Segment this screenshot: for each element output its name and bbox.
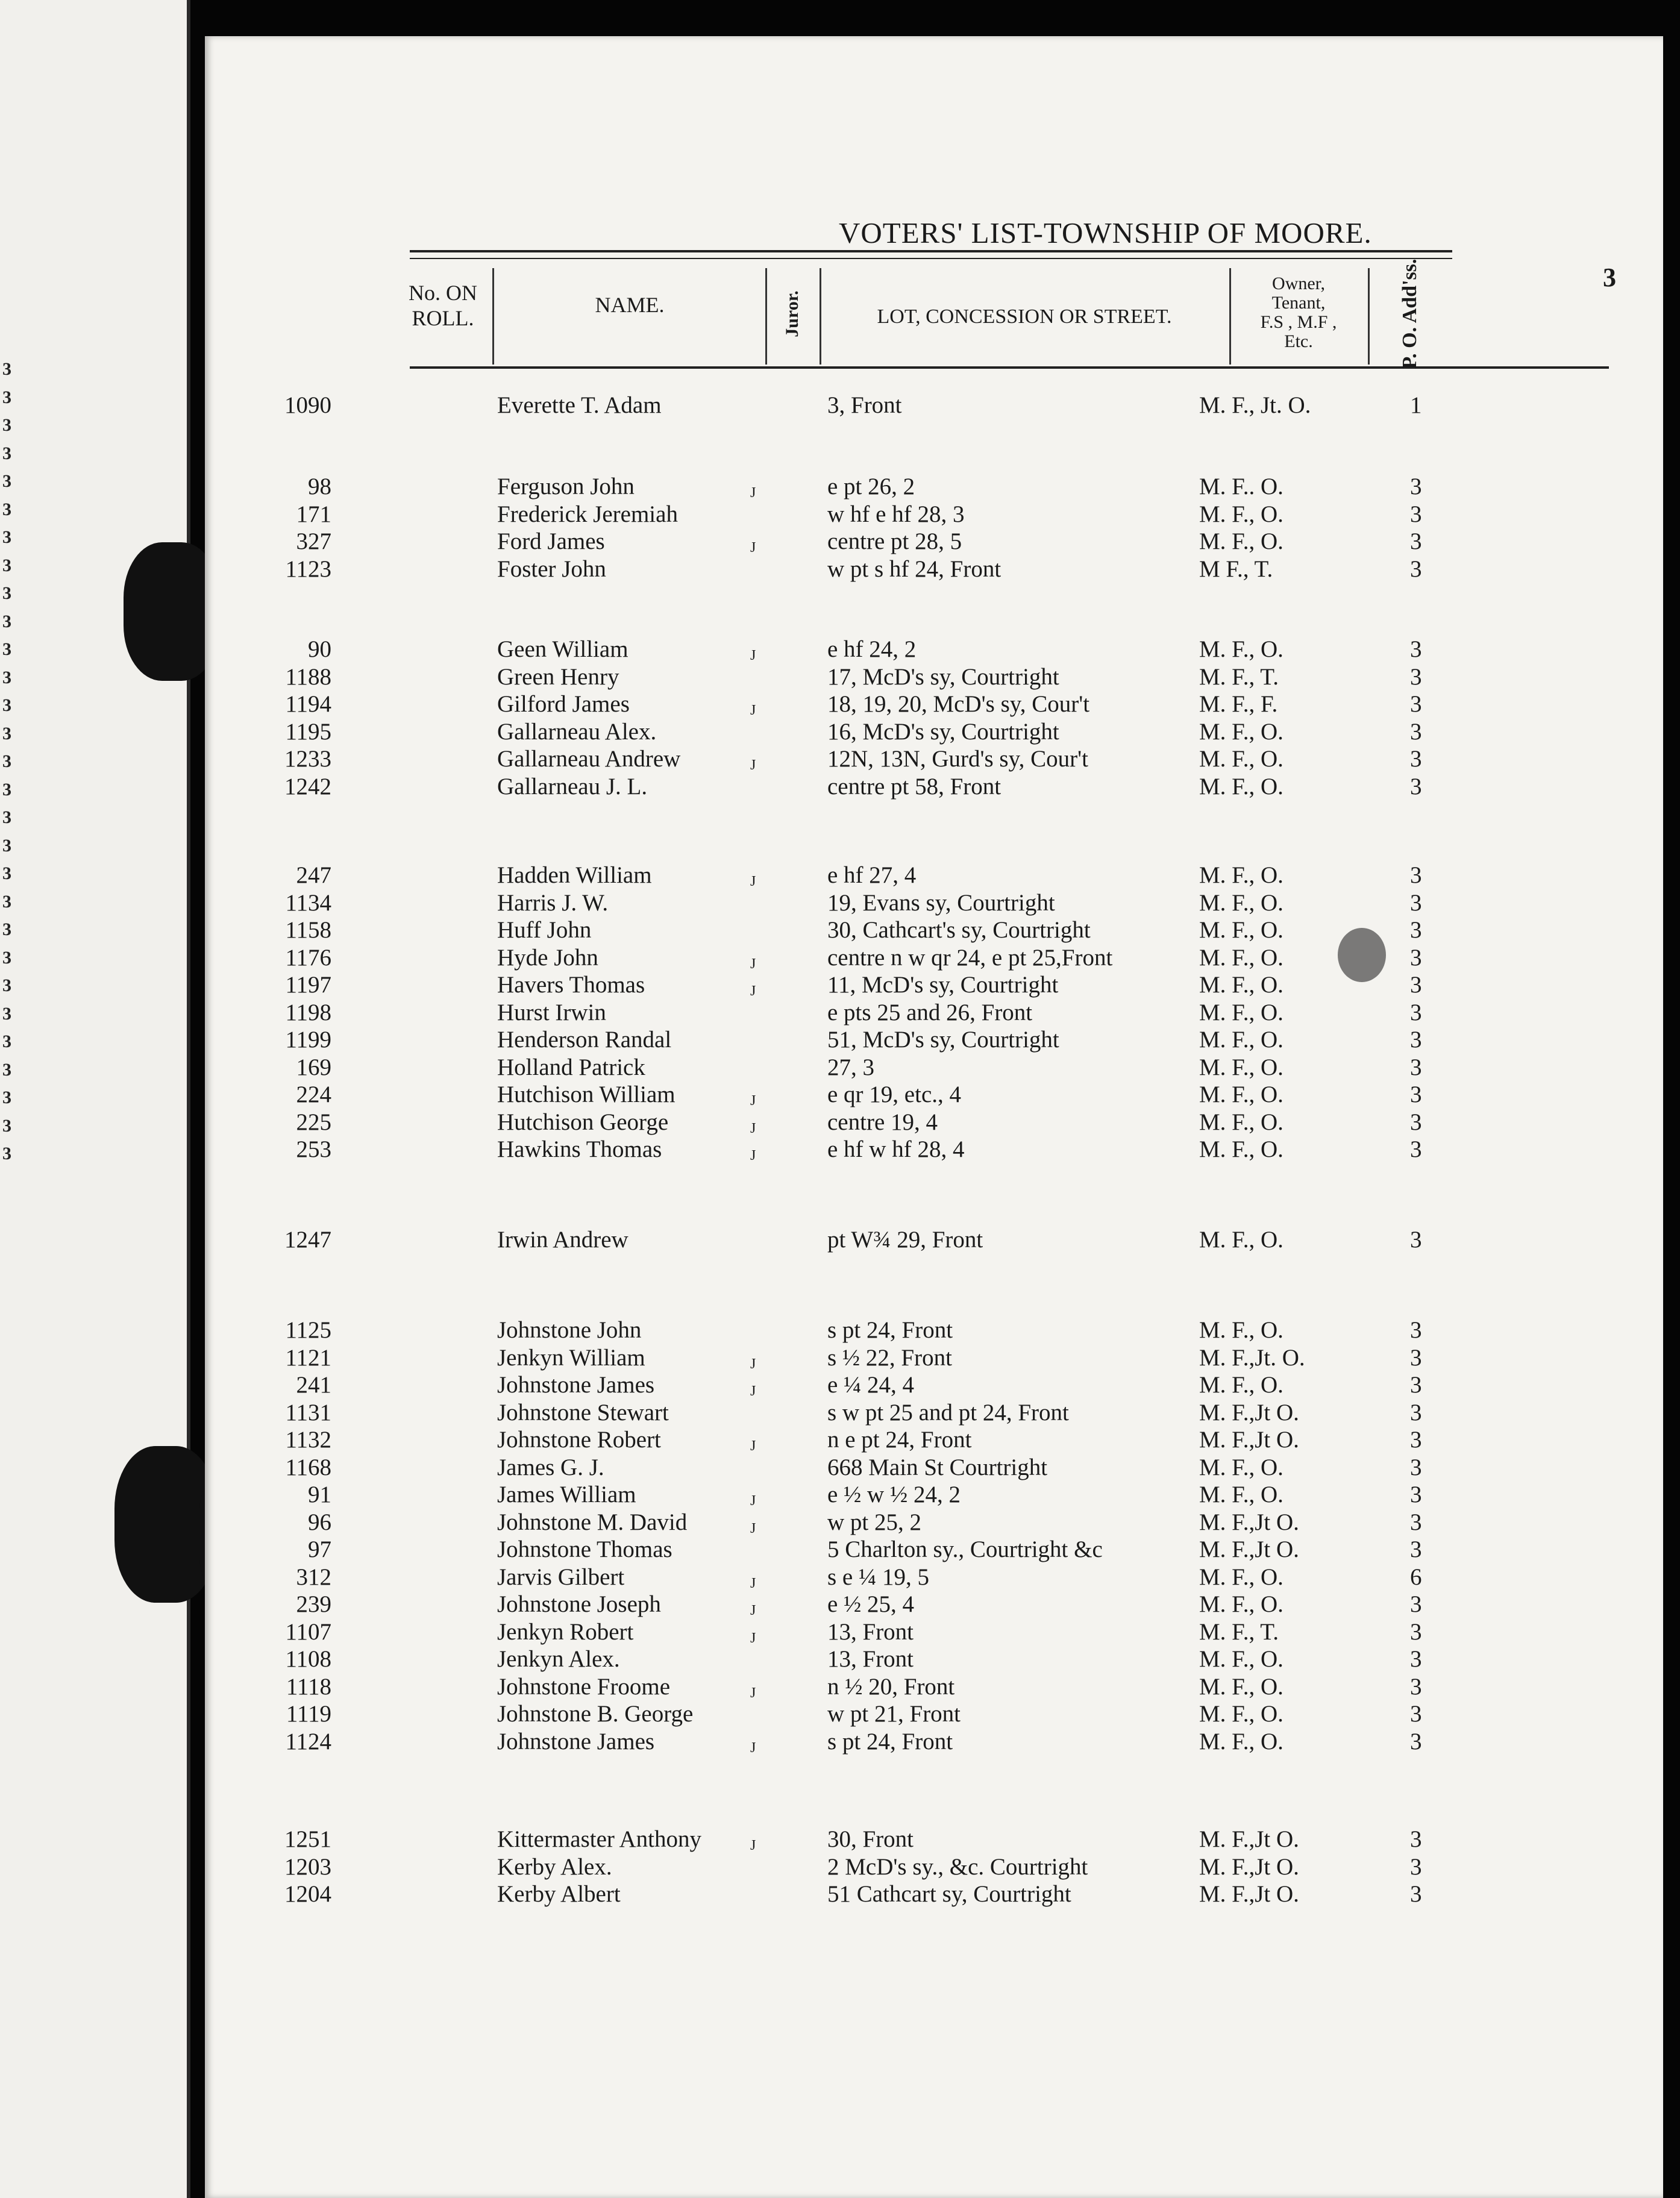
page-title: VOTERS' LIST-TOWNSHIP OF MOORE.: [839, 216, 1372, 249]
column-header-status-line4: Etc.: [1284, 331, 1313, 351]
cell-roll: 1132: [285, 1427, 331, 1453]
cell-name: Kerby Alex.: [497, 1853, 612, 1880]
cell-lot: 51 Cathcart sy, Courtright: [827, 1881, 1071, 1907]
cell-roll: 1204: [284, 1881, 331, 1907]
cell-status: M. F., O.: [1199, 1317, 1284, 1343]
cell-po: 3: [1410, 1027, 1422, 1053]
column-header-roll: [398, 280, 488, 331]
column-header-name: NAME.: [595, 293, 665, 317]
cell-roll: 1090: [284, 392, 331, 418]
cell-po: 3: [1410, 1054, 1422, 1080]
cell-juror: J: [750, 540, 756, 556]
previous-page-digit: 3: [2, 555, 11, 575]
column-header-juror: Juror.: [782, 290, 802, 337]
previous-page-digit: 3: [2, 359, 11, 379]
cell-lot: e hf 24, 2: [827, 636, 917, 662]
cell-roll: 253: [296, 1136, 331, 1162]
cell-name: Gallarneau Andrew: [497, 746, 681, 772]
column-header-po: P. O. Add'ss.: [1399, 258, 1421, 369]
cell-status: M. F.,Jt O.: [1199, 1826, 1299, 1852]
cell-status: M. F., O.: [1199, 1701, 1284, 1727]
cell-name: Ford James: [497, 528, 605, 554]
cell-name: Hutchison George: [497, 1109, 669, 1135]
cell-name: Johnstone B. George: [497, 1701, 694, 1727]
cell-status: M. F., O.: [1199, 636, 1284, 662]
cell-lot: 11, McD's sy, Courtright: [827, 972, 1059, 998]
cell-lot: s w pt 25 and pt 24, Front: [827, 1399, 1069, 1426]
cell-status: M. F., O.: [1199, 1082, 1284, 1107]
previous-page-edge: [0, 0, 190, 2198]
cell-roll: 97: [308, 1536, 331, 1562]
cell-roll: 327: [296, 528, 331, 554]
cell-po: 1: [1410, 392, 1422, 418]
cell-lot: e pts 25 and 26, Front: [827, 999, 1033, 1025]
cell-po: 3: [1410, 1399, 1422, 1426]
previous-page-digit: 3: [2, 611, 11, 631]
cell-status: M. F., O.: [1199, 528, 1284, 554]
cell-juror: J: [750, 956, 756, 972]
cell-po: 3: [1410, 1881, 1422, 1907]
cell-status: M. F., O.: [1199, 972, 1284, 998]
cell-status: M. F., O.: [1199, 718, 1284, 745]
cell-po: 3: [1410, 1454, 1422, 1480]
cell-po: 3: [1410, 1646, 1422, 1672]
cell-roll: 241: [296, 1372, 331, 1398]
cell-name: Ferguson John: [497, 474, 635, 499]
cell-lot: s ½ 22, Front: [827, 1344, 952, 1371]
cell-name: Foster John: [497, 556, 606, 582]
cell-lot: e ½ 25, 4: [827, 1591, 915, 1617]
cell-po: 3: [1410, 1618, 1422, 1645]
cell-lot: 18, 19, 20, McD's sy, Cour't: [827, 691, 1090, 717]
cell-juror: J: [750, 983, 756, 999]
cell-roll: 1121: [285, 1344, 331, 1371]
cell-name: Hutchison William: [497, 1082, 675, 1107]
cell-name: Jenkyn Alex.: [497, 1646, 620, 1672]
cell-lot: 27, 3: [827, 1054, 874, 1080]
cell-status: M. F.,Jt O.: [1199, 1399, 1299, 1426]
cell-lot: w pt 25, 2: [827, 1509, 921, 1535]
cell-po: 3: [1410, 1482, 1422, 1508]
cell-po: 3: [1410, 636, 1422, 662]
cell-po: 3: [1410, 889, 1422, 916]
cell-po: 3: [1410, 1344, 1422, 1371]
cell-po: 3: [1410, 1536, 1422, 1562]
cell-name: Jenkyn Robert: [497, 1618, 634, 1645]
cell-name: Johnstone Robert: [497, 1427, 661, 1453]
previous-page-digit: 3: [2, 695, 11, 715]
cell-po: 3: [1410, 474, 1422, 499]
previous-page-digits: [2, 355, 27, 1168]
cell-lot: pt W¾ 29, Front: [827, 1227, 983, 1253]
cell-po: 6: [1410, 1564, 1422, 1590]
previous-page-digit: 3: [2, 1059, 11, 1080]
cell-roll: 96: [308, 1509, 331, 1535]
previous-page-digit: 3: [2, 667, 11, 687]
cell-name: James G. J.: [497, 1454, 604, 1480]
cell-status: M. F., O.: [1199, 1673, 1284, 1700]
cell-name: Johnstone James: [497, 1372, 655, 1398]
cell-name: Huff John: [497, 917, 592, 943]
cell-status: M. F., O.: [1199, 1646, 1284, 1672]
cell-roll: 312: [296, 1564, 331, 1590]
cell-roll: 1233: [284, 746, 331, 772]
cell-name: Kittermaster Anthony: [497, 1826, 702, 1852]
cell-po: 3: [1410, 1427, 1422, 1453]
previous-page-digit: 3: [2, 387, 11, 407]
cell-status: M. F.,Jt O.: [1199, 1853, 1299, 1880]
cell-lot: s pt 24, Front: [827, 1317, 953, 1343]
cell-roll: 1168: [285, 1454, 331, 1480]
cell-juror: J: [750, 1438, 756, 1454]
cell-juror: J: [750, 1148, 756, 1163]
cell-status: M. F., O.: [1199, 944, 1284, 971]
cell-roll: 1199: [285, 1027, 331, 1053]
cell-name: Everette T. Adam: [497, 392, 662, 418]
cell-po: 3: [1410, 1701, 1422, 1727]
cell-roll: 1203: [284, 1853, 331, 1880]
cell-po: 3: [1410, 917, 1422, 943]
cell-lot: e ¼ 24, 4: [827, 1372, 915, 1398]
cell-lot: e hf w hf 28, 4: [827, 1136, 965, 1162]
cell-roll: 1158: [285, 917, 331, 943]
cell-juror: J: [750, 757, 756, 773]
cell-juror: J: [750, 485, 756, 501]
cell-lot: 17, McD's sy, Courtright: [827, 663, 1059, 690]
previous-page-digit: 3: [2, 1144, 11, 1163]
previous-page-digit: 3: [2, 1088, 11, 1107]
cell-lot: w pt s hf 24, Front: [827, 556, 1001, 582]
cell-name: Jarvis Gilbert: [497, 1564, 625, 1590]
column-header-status-line2: Tenant,: [1271, 293, 1326, 313]
cell-lot: 13, Front: [827, 1618, 914, 1645]
cell-lot: s pt 24, Front: [827, 1728, 953, 1755]
cell-roll: 1242: [284, 773, 331, 800]
cell-roll: 1118: [286, 1673, 331, 1700]
previous-page-digit: 3: [2, 723, 11, 744]
cell-name: Hawkins Thomas: [497, 1136, 662, 1162]
cell-po: 3: [1410, 1082, 1422, 1107]
previous-page-edge-text: [0, 229, 1, 272]
cell-roll: 1194: [285, 691, 331, 717]
cell-roll: 1198: [285, 999, 331, 1025]
previous-page-digit: 3: [2, 863, 11, 883]
cell-lot: 12N, 13N, Gurd's sy, Cour't: [827, 746, 1088, 772]
cell-name: Johnstone Stewart: [497, 1399, 669, 1426]
column-divider: [1368, 268, 1370, 365]
cell-juror: J: [750, 1520, 756, 1536]
cell-po: 3: [1410, 1853, 1422, 1880]
cell-roll: 1251: [284, 1826, 331, 1852]
cell-lot: 2 McD's sy., &c. Courtright: [827, 1853, 1088, 1880]
header-rule-top-2: [410, 258, 1452, 259]
cell-roll: 169: [296, 1054, 331, 1080]
column-header-status-line3: F.S , M.F ,: [1260, 312, 1337, 332]
cell-status: M. F., Jt. O.: [1199, 392, 1311, 418]
cell-status: M F., T.: [1199, 556, 1273, 582]
cell-lot: n e pt 24, Front: [827, 1427, 972, 1453]
cell-po: 3: [1410, 944, 1422, 971]
previous-page-digit: 3: [2, 415, 11, 435]
previous-page-digit: 3: [2, 443, 11, 463]
cell-po: 3: [1410, 972, 1422, 998]
cell-juror: J: [750, 1356, 756, 1372]
cell-po: 3: [1410, 746, 1422, 772]
cell-name: Kerby Albert: [497, 1881, 621, 1907]
previous-page-digit: 3: [2, 779, 11, 800]
cell-status: M. F.. O.: [1199, 474, 1284, 499]
cell-lot: 13, Front: [827, 1646, 914, 1672]
cell-juror: J: [750, 1838, 756, 1853]
cell-name: Gilford James: [497, 691, 630, 717]
column-header-status-line1: Owner,: [1272, 274, 1325, 293]
cell-juror: J: [750, 1093, 756, 1109]
cell-lot: n ½ 20, Front: [827, 1673, 955, 1700]
cell-status: M. F., O.: [1199, 501, 1284, 527]
cell-name: Johnstone James: [497, 1728, 655, 1755]
cell-po: 3: [1410, 691, 1422, 717]
cell-status: M. F., O.: [1199, 1454, 1284, 1480]
cell-lot: 30, Cathcart's sy, Courtright: [827, 917, 1091, 943]
page-number: 3: [1603, 263, 1616, 292]
cell-roll: 1123: [285, 556, 331, 582]
cell-status: M. F., T.: [1199, 1618, 1279, 1645]
cell-name: Geen William: [497, 636, 628, 662]
cell-status: M. F., O.: [1199, 1728, 1284, 1755]
column-header-lot: LOT, CONCESSION OR STREET.: [877, 305, 1172, 328]
cell-name: Hyde John: [497, 944, 598, 971]
previous-page-digit: 3: [2, 1032, 11, 1051]
column-header-roll-line2: ROLL.: [412, 306, 474, 330]
cell-status: M. F., O.: [1199, 1136, 1284, 1162]
document-page: [205, 36, 1663, 2198]
cell-lot: 51, McD's sy, Courtright: [827, 1027, 1059, 1053]
cell-po: 3: [1410, 528, 1422, 554]
cell-roll: 1125: [285, 1317, 331, 1343]
cell-lot: centre pt 28, 5: [827, 528, 962, 554]
cell-status: M. F., O.: [1199, 1109, 1284, 1135]
cell-roll: 171: [296, 501, 331, 527]
cell-roll: 1119: [286, 1701, 331, 1727]
cell-po: 3: [1410, 1109, 1422, 1135]
cell-roll: 1108: [285, 1646, 331, 1672]
cell-status: M. F.,Jt O.: [1199, 1536, 1299, 1562]
cell-roll: 247: [296, 862, 331, 888]
cell-po: 3: [1410, 718, 1422, 745]
cell-name: Johnstone Thomas: [497, 1536, 672, 1562]
cell-po: 3: [1410, 999, 1422, 1025]
cell-status: M. F., O.: [1199, 889, 1284, 916]
cell-po: 3: [1410, 556, 1422, 582]
cell-status: M. F., O.: [1199, 1482, 1284, 1508]
cell-lot: s e ¼ 19, 5: [827, 1564, 929, 1590]
cell-status: M. F., O.: [1199, 1564, 1284, 1590]
cell-roll: 1131: [285, 1399, 331, 1426]
column-divider: [820, 268, 821, 365]
cell-status: M. F., O.: [1199, 999, 1284, 1025]
column-header-roll-line1: No. ON: [409, 281, 477, 305]
cell-status: M. F.,Jt. O.: [1199, 1344, 1305, 1371]
cell-lot: centre n w qr 24, e pt 25,Front: [827, 944, 1113, 971]
cell-name: Hurst Irwin: [497, 999, 606, 1025]
cell-lot: w pt 21, Front: [827, 1701, 961, 1727]
cell-lot: centre 19, 4: [827, 1109, 938, 1135]
cell-po: 3: [1410, 501, 1422, 527]
previous-page-digit: 3: [2, 527, 11, 547]
previous-page-digit: 3: [2, 639, 11, 659]
cell-juror: J: [750, 1685, 756, 1701]
cell-lot: centre pt 58, Front: [827, 773, 1001, 800]
column-divider: [765, 268, 767, 365]
cell-status: M. F., O.: [1199, 1372, 1284, 1398]
cell-name: Hadden William: [497, 862, 652, 888]
previous-page-digit: 3: [2, 1115, 11, 1136]
column-header-status: [1229, 274, 1368, 351]
cell-po: 3: [1410, 1317, 1422, 1343]
cell-name: Johnstone John: [497, 1317, 642, 1343]
cell-status: M. F., O.: [1199, 862, 1284, 888]
cell-name: Irwin Andrew: [497, 1227, 628, 1253]
cell-roll: 90: [308, 636, 331, 662]
cell-juror: J: [750, 1383, 756, 1399]
previous-page-digit: 3: [2, 947, 11, 968]
cell-juror: J: [750, 874, 756, 889]
cell-juror: J: [750, 1493, 756, 1509]
cell-status: M. F., O.: [1199, 917, 1284, 943]
cell-status: M. F., O.: [1199, 1227, 1284, 1253]
cell-lot: 668 Main St Courtright: [827, 1454, 1048, 1480]
previous-page-digit: 3: [2, 499, 11, 519]
cell-juror: J: [750, 703, 756, 718]
cell-status: M. F., T.: [1199, 663, 1279, 690]
cell-name: Johnstone M. David: [497, 1509, 688, 1535]
ink-smudge: [1338, 928, 1386, 982]
cell-roll: 225: [296, 1109, 331, 1135]
cell-status: M. F., F.: [1199, 691, 1278, 717]
cell-name: James William: [497, 1482, 636, 1508]
cell-juror: J: [750, 1575, 756, 1591]
cell-lot: 5 Charlton sy., Courtright &c: [827, 1536, 1103, 1562]
cell-status: M. F., O.: [1199, 773, 1284, 800]
cell-lot: 3, Front: [827, 392, 902, 418]
cell-roll: 1124: [285, 1728, 331, 1755]
cell-name: Green Henry: [497, 663, 619, 690]
previous-page-digit: 3: [2, 471, 11, 491]
cell-po: 3: [1410, 1826, 1422, 1852]
cell-lot: e hf 27, 4: [827, 862, 917, 888]
cell-po: 3: [1410, 663, 1422, 690]
previous-page-digit: 3: [2, 835, 11, 856]
previous-page-digit: 3: [2, 583, 11, 603]
cell-juror: J: [750, 1739, 756, 1756]
cell-roll: 1197: [285, 972, 331, 998]
header-rule-bottom: [410, 366, 1609, 369]
cell-roll: 98: [308, 474, 331, 499]
cell-status: M. F., O.: [1199, 1027, 1284, 1053]
cell-name: Johnstone Joseph: [497, 1591, 661, 1617]
cell-status: M. F., O.: [1199, 1054, 1284, 1080]
cell-name: Holland Patrick: [497, 1054, 645, 1080]
cell-juror: J: [750, 1603, 756, 1618]
cell-lot: w hf e hf 28, 3: [827, 501, 965, 527]
cell-name: Harris J. W.: [497, 889, 609, 916]
cell-po: 3: [1410, 1227, 1422, 1253]
cell-lot: 16, McD's sy, Courtright: [827, 718, 1059, 745]
cell-lot: 30, Front: [827, 1826, 914, 1852]
header-rule-top: [410, 250, 1452, 252]
cell-name: Gallarneau Alex.: [497, 718, 657, 745]
cell-name: Frederick Jeremiah: [497, 501, 678, 527]
cell-po: 3: [1410, 1509, 1422, 1535]
cell-roll: 91: [308, 1482, 331, 1508]
cell-status: M. F.,Jt O.: [1199, 1881, 1299, 1907]
cell-juror: J: [750, 1630, 756, 1646]
previous-page-digit: 3: [2, 751, 11, 771]
cell-po: 3: [1410, 1673, 1422, 1700]
cell-status: M. F.,Jt O.: [1199, 1427, 1299, 1453]
cell-roll: 1107: [285, 1618, 331, 1645]
cell-roll: 239: [296, 1591, 331, 1617]
cell-lot: e ½ w ½ 24, 2: [827, 1482, 961, 1508]
previous-page-digit: 3: [2, 919, 11, 939]
cell-roll: 1247: [284, 1227, 331, 1253]
cell-name: Henderson Randal: [497, 1027, 672, 1053]
previous-page-digit: 3: [2, 807, 11, 827]
cell-po: 3: [1410, 1372, 1422, 1398]
previous-page-digit: 3: [2, 975, 11, 995]
cell-name: Jenkyn William: [497, 1344, 645, 1371]
cell-roll: 224: [296, 1082, 331, 1107]
previous-page-digit: 3: [2, 1003, 11, 1024]
cell-po: 3: [1410, 1591, 1422, 1617]
cell-name: Havers Thomas: [497, 972, 645, 998]
cell-juror: J: [750, 1120, 756, 1136]
cell-lot: e qr 19, etc., 4: [827, 1082, 962, 1107]
cell-roll: 1188: [285, 663, 331, 690]
cell-juror: J: [750, 648, 756, 663]
cell-status: M. F.,Jt O.: [1199, 1509, 1299, 1535]
cell-status: M. F., O.: [1199, 746, 1284, 772]
cell-roll: 1195: [285, 718, 331, 745]
cell-status: M. F., O.: [1199, 1591, 1284, 1617]
cell-roll: 1176: [285, 944, 331, 971]
previous-page-digit: 3: [2, 891, 11, 912]
cell-lot: e pt 26, 2: [827, 474, 915, 499]
cell-po: 3: [1410, 773, 1422, 800]
cell-po: 3: [1410, 862, 1422, 888]
cell-name: Gallarneau J. L.: [497, 773, 648, 800]
cell-roll: 1134: [285, 889, 331, 916]
cell-po: 3: [1410, 1728, 1422, 1755]
cell-po: 3: [1410, 1136, 1422, 1162]
cell-lot: 19, Evans sy, Courtright: [827, 889, 1055, 916]
cell-name: Johnstone Froome: [497, 1673, 671, 1700]
